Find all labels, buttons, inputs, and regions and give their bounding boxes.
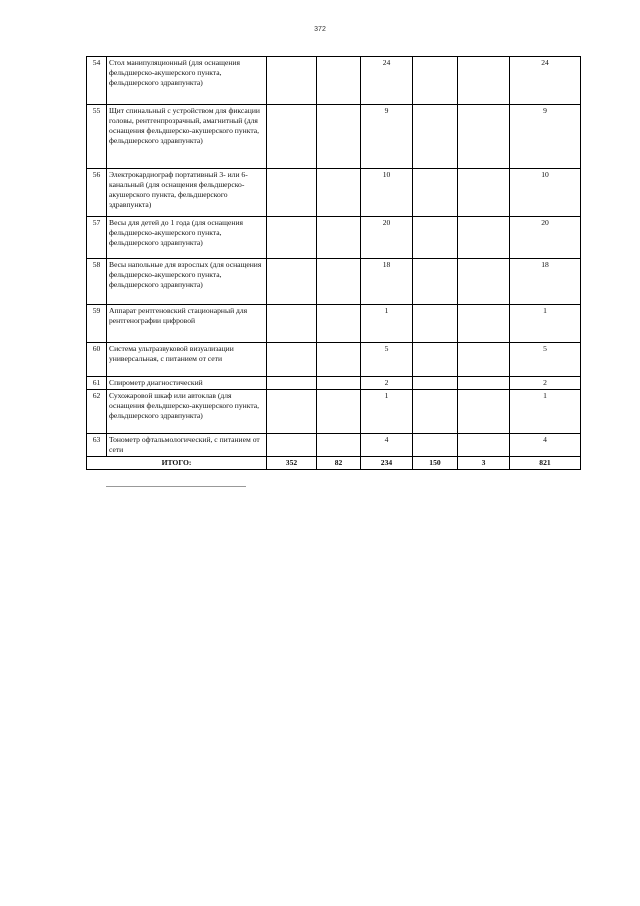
equipment-name: Тонометр офтальмологический, с питанием от сети (107, 434, 267, 457)
quantity-cell: 24 (361, 57, 413, 105)
equipment-name: Весы напольные для взрослых (для оснащения фельдшерско-акушерского пункта, фельдшерского здравпункта) (107, 259, 267, 305)
quantity-cell (458, 434, 510, 457)
row-number: 57 (87, 217, 107, 259)
quantity-cell: 10 (510, 169, 581, 217)
total-row (87, 457, 581, 470)
row-number: 63 (87, 434, 107, 457)
quantity-cell (317, 57, 361, 105)
quantity-cell (413, 343, 458, 377)
quantity-cell (317, 259, 361, 305)
quantity-cell: 2 (361, 377, 413, 390)
quantity-cell: 20 (361, 217, 413, 259)
row-number: 58 (87, 259, 107, 305)
table-row (87, 377, 581, 390)
table-body (87, 57, 581, 470)
quantity-cell (317, 169, 361, 217)
quantity-cell (267, 259, 317, 305)
equipment-table (86, 56, 581, 470)
total-value: 352 (267, 457, 317, 470)
total-value: 150 (413, 457, 458, 470)
table-row (87, 169, 581, 217)
equipment-name: Стол манипуляционный (для оснащения фельдшерско-акушерского пункта, фельдшерского здравпункта) (107, 57, 267, 105)
quantity-cell (458, 390, 510, 434)
quantity-cell (317, 434, 361, 457)
quantity-cell (413, 57, 458, 105)
quantity-cell: 4 (361, 434, 413, 457)
equipment-name: Весы для детей до 1 года (для оснащения фельдшерско-акушерского пункта, фельдшерского здравпункта) (107, 217, 267, 259)
row-number: 62 (87, 390, 107, 434)
footnote-separator (106, 486, 246, 487)
quantity-cell: 24 (510, 57, 581, 105)
row-number: 54 (87, 57, 107, 105)
quantity-cell (413, 390, 458, 434)
equipment-name: Аппарат рентгеновский стационарный для рентгенографии цифровой (107, 305, 267, 343)
quantity-cell (267, 105, 317, 169)
quantity-cell (458, 259, 510, 305)
table-row (87, 57, 581, 105)
row-number: 56 (87, 169, 107, 217)
quantity-cell (267, 390, 317, 434)
quantity-cell (267, 57, 317, 105)
quantity-cell (458, 305, 510, 343)
table-row (87, 343, 581, 377)
quantity-cell (413, 259, 458, 305)
total-value: 3 (458, 457, 510, 470)
row-number: 59 (87, 305, 107, 343)
table-row (87, 390, 581, 434)
row-number: 60 (87, 343, 107, 377)
quantity-cell (458, 343, 510, 377)
quantity-cell (317, 343, 361, 377)
quantity-cell (267, 169, 317, 217)
quantity-cell: 10 (361, 169, 413, 217)
table-row (87, 434, 581, 457)
quantity-cell (317, 377, 361, 390)
quantity-cell (413, 434, 458, 457)
table-row (87, 217, 581, 259)
quantity-cell (413, 169, 458, 217)
row-number: 61 (87, 377, 107, 390)
quantity-cell: 9 (510, 105, 581, 169)
quantity-cell (458, 217, 510, 259)
quantity-cell: 9 (361, 105, 413, 169)
equipment-name: Сухожаровой шкаф или автоклав (для оснащения фельдшерско-акушерского пункта, фельдшерского здравпункта) (107, 390, 267, 434)
equipment-name: Щит спинальный с устройством для фиксации головы, рентгенпрозрачный, амагнитный (для оснащения фельдшерско-акушерского пункта, фельдшерского здравпункта) (107, 105, 267, 169)
quantity-cell (413, 217, 458, 259)
equipment-name: Электрокардиограф портативный 3- или 6-канальный (для оснащения фельдшерско-акушерского пункта, фельдшерского здравпункта) (107, 169, 267, 217)
quantity-cell (413, 377, 458, 390)
quantity-cell (458, 57, 510, 105)
quantity-cell (413, 105, 458, 169)
quantity-cell (317, 217, 361, 259)
quantity-cell (267, 217, 317, 259)
quantity-cell: 18 (361, 259, 413, 305)
quantity-cell: 1 (361, 305, 413, 343)
table-row (87, 105, 581, 169)
row-number: 55 (87, 105, 107, 169)
quantity-cell (458, 377, 510, 390)
quantity-cell (458, 105, 510, 169)
quantity-cell: 18 (510, 259, 581, 305)
table-row (87, 259, 581, 305)
quantity-cell: 1 (510, 390, 581, 434)
table-row (87, 305, 581, 343)
quantity-cell (317, 305, 361, 343)
page-number: 372 (314, 26, 326, 33)
quantity-cell: 5 (361, 343, 413, 377)
quantity-cell (267, 434, 317, 457)
total-value: 821 (510, 457, 581, 470)
equipment-name: Система ультразвуковой визуализации универсальная, с питанием от сети (107, 343, 267, 377)
quantity-cell: 1 (510, 305, 581, 343)
quantity-cell (317, 390, 361, 434)
quantity-cell: 5 (510, 343, 581, 377)
quantity-cell: 4 (510, 434, 581, 457)
quantity-cell: 2 (510, 377, 581, 390)
quantity-cell (413, 305, 458, 343)
equipment-name: Спирометр диагностический (107, 377, 267, 390)
total-value: 82 (317, 457, 361, 470)
quantity-cell (458, 169, 510, 217)
quantity-cell (317, 105, 361, 169)
quantity-cell: 1 (361, 390, 413, 434)
total-value: 234 (361, 457, 413, 470)
quantity-cell (267, 377, 317, 390)
quantity-cell: 20 (510, 217, 581, 259)
quantity-cell (267, 343, 317, 377)
quantity-cell (267, 305, 317, 343)
total-label: ИТОГО: (87, 457, 267, 470)
